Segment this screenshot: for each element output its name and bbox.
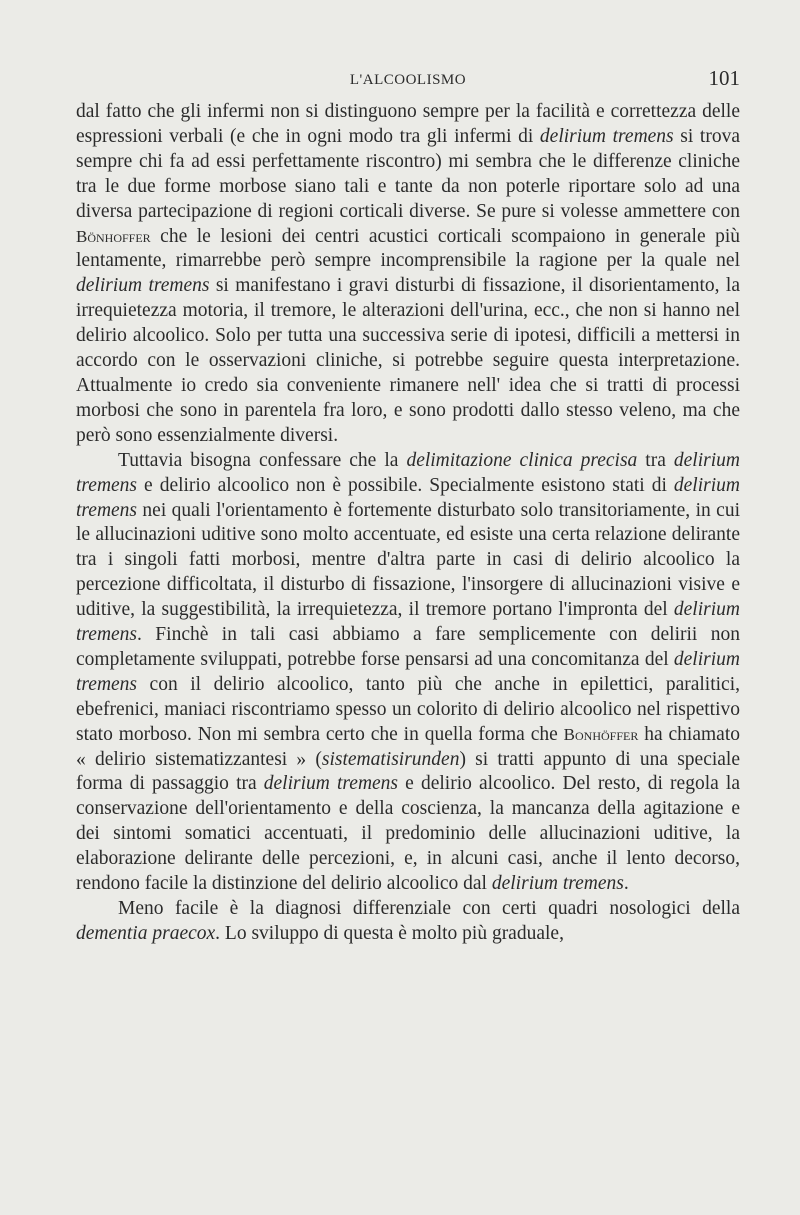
text-run: nei quali l'orientamento è fortemente disturbato solo transitoriamente, in cui le allucinazioni uditive sono molto accentuate, ed esiste una certa relazione delirante tra i singoli fatti morbosi, mentre d'altra parte in casi di delirio alcoolico la percezione difficoltata, il disturbo di fissazione, l'insorgere di allucinazioni visive e uditive, la suggestibilità, la irrequietezza, il tremore portano l'impronta del	[76, 499, 740, 621]
text-run: si manifestano i gravi disturbi di fissazione, il disorientamento, la irrequietezza motoria, il tremore, le alterazioni dell'urina, ecc., che non si hanno nel delirio alcoolico. Solo per tutta una successiva serie di ipotesi, difficili a mettersi in accordo con le osservazioni cliniche, si potrebbe seguire questa interpretazione. Attualmente io credo sia conveniente rimanere nell' idea che si tratti di processi morbosi che sono in parentela fra loro, e sono prodotti dallo stesso veleno, ma che però sono essenzialmente diversi.	[76, 275, 741, 446]
text-run: e delirio alcoolico. Del resto, di regola la conservazione dell'orientamento e della coscienza, la mancanza della agitazione e dei sintomi somatici accentuati, il predominio delle allucinazioni uditive, la elaborazione delirante delle percezioni, e, in alcuni casi, anche il lento decorso, rendono facile la distinzione del delirio alcoolico dal	[76, 773, 740, 895]
text-run: con il delirio alcoolico, tanto più che anche in epilettici, paralitici, ebefrenici, maniaci riscontriamo spesso un colorito di delirio alcoolico nel rispettivo stato morboso. Non mi sembra certo che in quella forma che	[76, 673, 740, 745]
italic-term: delirium tremens	[76, 599, 740, 646]
text-run: che le lesioni dei centri acustici corticali scompaiono in generale più lentamente, rimarrebbe però sempre incomprensibile la ragione per la quale nel	[76, 225, 740, 272]
page-header	[76, 66, 740, 96]
text-run: . Finchè in tali casi abbiamo a fare semplicemente con delirii non completamente sviluppati, potrebbe forse pensarsi ad una concomitanza del	[76, 624, 740, 670]
paragraph-1	[76, 100, 740, 449]
italic-term: dementia praecox	[76, 922, 216, 944]
text-run: Tuttavia bisogna confessare che la	[118, 449, 407, 471]
page-body	[76, 100, 740, 947]
italic-term: delirium tremens	[491, 873, 624, 895]
italic-term: delirium tremens	[76, 275, 210, 297]
text-run: . Lo sviluppo di questa è molto più graduale,	[215, 922, 564, 944]
text-run: .	[623, 873, 629, 895]
italic-term: delirium tremens	[539, 125, 674, 147]
author-name: Bonhöffer	[563, 724, 639, 744]
text-run: e delirio alcoolico non è possibile. Specialmente esistono stati di	[137, 474, 674, 496]
text-run: tra	[637, 449, 674, 471]
author-name: Bönhoffer	[76, 226, 151, 246]
text-run: Meno facile è la diagnosi differenziale con certi quadri nosologici della	[118, 898, 740, 919]
paragraph-3	[76, 897, 740, 947]
italic-term: delirium tremens	[263, 773, 399, 795]
text-run: ha chiamato « delirio sistematizzantesi » (	[76, 723, 740, 770]
italic-term: sistematisirunden	[321, 748, 460, 770]
text-run: dal fatto che gli infermi non si distinguono sempre per la facilità e correttezza delle espressioni verbali (e che in ogni modo tra gli infermi di	[76, 101, 740, 147]
text-run: ) si tratti appunto di una speciale forma di passaggio tra	[76, 748, 741, 795]
paragraph-2	[76, 449, 740, 897]
italic-term: delirium tremens	[76, 449, 740, 496]
italic-term: delirium tremens	[76, 474, 740, 521]
italic-term: delirium tremens	[76, 648, 740, 695]
text-run: si trova sempre chi fa ad essi perfettamente riscontro) mi sembra che le differenze cliniche tra le due forme morbose siano tali e tante da non poterle riportare solo ad una diversa partecipazione di regioni corticali diverse. Se pure si volesse ammettere con	[76, 125, 740, 222]
page-number: 101	[708, 66, 740, 90]
italic-term: delimitazione clinica precisa	[406, 449, 638, 471]
running-title: L'ALCOOLISMO	[349, 72, 467, 88]
